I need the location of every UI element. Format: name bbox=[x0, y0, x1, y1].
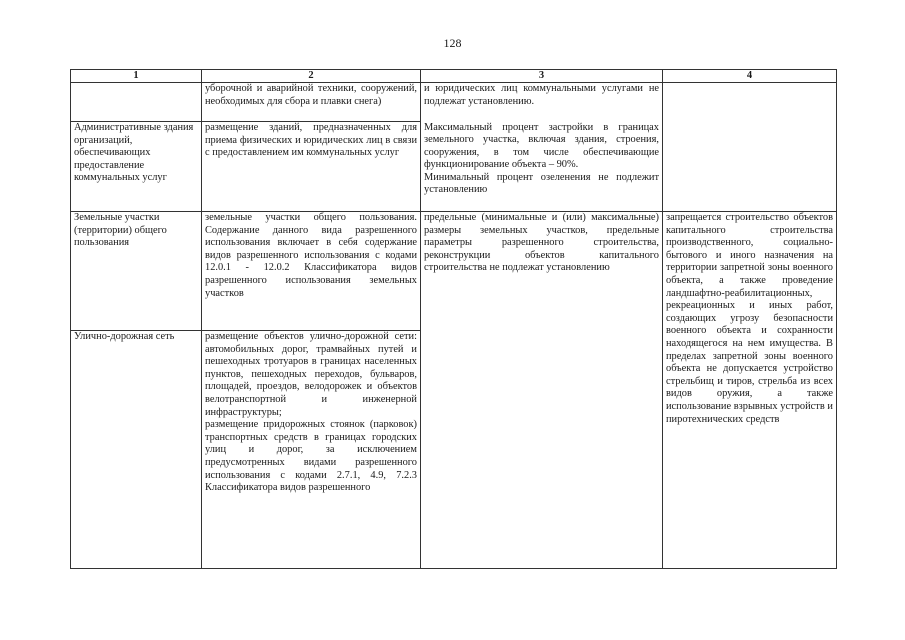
table-row bbox=[71, 212, 837, 331]
parameter-build-percent: Максимальный процент застройки в границах земельного участка, включая здания, строения, сооружения, в том числе обеспечивающие функционирование объекта – 90%. bbox=[424, 121, 659, 171]
cell-restrictions bbox=[663, 83, 837, 212]
description-part-1: размещение объектов улично-дорожной сети: автомобильных дорог, трамвайных путей и пешеходных тротуаров в границах населенных пунктов, пешеходных переходов, бульваров, площадей, проездов, велодорожек и объектов велотранспортной и инженерной инфраструктуры; bbox=[205, 331, 417, 418]
column-header-1: 1 bbox=[71, 70, 202, 83]
cell-use-name: Земельные участки (территории) общего пользования bbox=[71, 212, 202, 331]
zoning-table bbox=[70, 69, 837, 569]
cell-parameters bbox=[421, 122, 663, 212]
cell-use-name bbox=[71, 83, 202, 122]
cell-use-name: Улично-дорожная сеть bbox=[71, 331, 202, 569]
description-part-2: размещение придорожных стоянок (парковок) транспортных средств в границах городских улиц и дорог, за исключением предусмотренных видами разрешенного использования с кодами 2.7.1, 4.9, 7.2.3 Классификатора видов разрешенного bbox=[205, 419, 417, 494]
cell-restrictions: запрещается строительство объектов капитального строительства производственного, социально-бытового и иного назначения на территории запретной зоны военного объекта, а также проведение ландшафтно-реабилитационных, рекреационных и иных работ, создающих угрозу безопасности военного объекта и сохранности находящегося на нем имущества. В пределах запретной зоны военного объекта не допускается устройство стрельбищ и тиров, стрельба из всех видов оружия, а также использование взрывных устройств и пиротехнических средств bbox=[663, 212, 837, 569]
cell-use-description: уборочной и аварийной техники, сооружений, необходимых для сбора и плавки снега) bbox=[202, 83, 421, 122]
cell-use-description: размещение зданий, предназначенных для приема физических и юридических лиц в связи с предоставлением им коммунальных услуг bbox=[202, 122, 421, 212]
column-header-2: 2 bbox=[202, 70, 421, 83]
table-row bbox=[71, 83, 837, 122]
cell-use-description bbox=[202, 331, 421, 569]
parameter-green-percent: Минимальный процент озеленения не подлежит установлению bbox=[424, 171, 659, 196]
page-number: 128 bbox=[443, 36, 462, 50]
cell-use-description: земельные участки общего пользования. Содержание данного вида разрешенного использования включает в себя содержание видов разрешенного использования с кодами 12.0.1 - 12.0.2 Классификатора видов разрешенного использования земельных участков bbox=[202, 212, 421, 331]
header-row bbox=[71, 70, 837, 83]
cell-use-name: Административные здания организаций, обеспечивающих предоставление коммунальных услуг bbox=[71, 122, 202, 212]
column-header-3: 3 bbox=[421, 70, 663, 83]
column-header-4: 4 bbox=[663, 70, 837, 83]
cell-parameters: и юридических лиц коммунальными услугами не подлежат установлению. bbox=[421, 83, 663, 122]
cell-parameters: предельные (минимальные и (или) максимальные) размеры земельных участков, предельные параметры разрешенного строительства, реконструкции объектов капитального строительства не подлежат установлению bbox=[421, 212, 663, 569]
